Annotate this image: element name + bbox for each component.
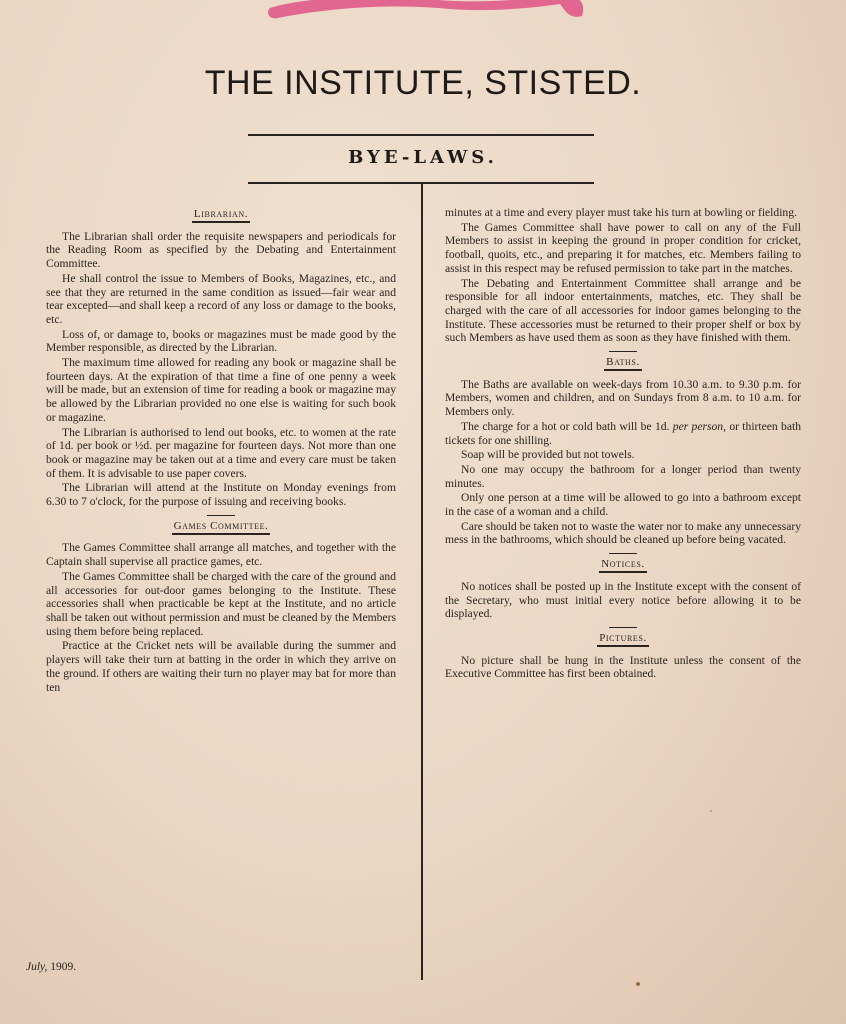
baths-paragraph: Only one person at a time will be allowed to go into a bathroom except in the case of a woman and a child. [445,491,801,519]
baths-paragraph: The Baths are available on week-days from 10.30 a.m. to 9.30 p.m. for Members, women and children, and on Sundays from 8 a.m. to 10 a.m. for Members only. [445,377,801,419]
section-divider [207,515,235,516]
column-divider [421,184,423,980]
librarian-heading: Librarian. [46,208,396,222]
games-paragraph: The Debating and Entertainment Committee shall arrange and be responsible for all indoor entertainments, matches, etc. They shall be charged with the care of all accessories for indoor games belonging to the Institute. These accessories must be returned to their proper shelf or box by such Members as have used them as soon as they have finished with them. [445,276,801,345]
right-column [445,206,801,682]
librarian-paragraph: He shall control the issue to Members of Books, Magazines, etc., and see that they are returned in the same condition as issued—fair wear and tear excepted—and shall keep a record of any loss or damage to the books, etc. [46,271,396,326]
baths-paragraph: Care should be taken not to waste the water nor to make any unnecessary mess in the bathrooms, which should be cleaned up before being vacated. [445,519,801,547]
section-divider [609,627,637,628]
per-person-italic: per person, [672,419,726,433]
paper-spot [636,982,640,986]
baths-charge-text: The charge for a hot or cold bath will be 1d. [461,419,673,433]
paper-spot [710,810,712,812]
games-paragraph: The Games Committee shall be charged with the care of the ground and all accessories for out-door games belonging to the Institute. These accessories shall when practicable be kept at the Institute, and no article shall be taken out without permission and must be cleaned by the Members using them before being replaced. [46,569,396,638]
section-divider [609,553,637,554]
baths-paragraph: No one may occupy the bathroom for a longer period than twenty minutes. [445,462,801,490]
games-committee-heading: Games Committee. [46,520,396,534]
baths-paragraph: Soap will be provided but not towels. [461,448,635,462]
notices-heading: Notices. [445,558,801,572]
footer-year: 1909. [50,961,77,973]
pictures-heading: Pictures. [445,632,801,646]
bye-laws-heading: BYE-LAWS. [348,147,498,168]
left-column [46,204,396,695]
librarian-paragraph: The maximum time allowed for reading any book or magazine shall be fourteen days. At the expiration of that time a fine of one penny a week will be made, but an extension of time for reading a book or magazine may be allowed by the Librarian provided no one else is waiting for such book or magazine. [46,356,396,424]
librarian-paragraph: The Librarian will attend at the Institute on Monday evenings from 6.30 to 7 o'clock, for the purpose of issuing and receiving books. [46,481,396,509]
games-continuation: minutes at a time and every player must take his turn at bowling or fielding. [445,206,797,219]
title-rule-top [248,134,594,136]
date-footer [26,961,76,973]
section-divider [609,351,637,352]
footer-month: July, [26,961,48,973]
notices-paragraph: No notices shall be posted up in the Institute except with the consent of the Secretary, who must initial every notice before allowing it to be displayed. [445,579,801,621]
games-paragraph: The Games Committee shall have power to call on any of the Full Members to assist in keeping the ground in proper condition for cricket, football, quoits, etc., and preparing it for matches, etc. Members failing to assist in this respect may be refused permission to take part in the matches. [445,220,801,275]
librarian-paragraph: The Librarian shall order the requisite newspapers and periodicals for the Reading Room as specified by the Debating and Entertainment Committee. [46,229,396,271]
games-paragraph: The Games Committee shall arrange all matches, and together with the Captain shall supervise all practice games, etc. [46,541,396,569]
baths-charge-text-end: or thirteen bath tickets for one shilling. [445,419,801,447]
page-title: THE INSTITUTE, STISTED. [204,64,642,102]
baths-paragraph [445,420,801,447]
librarian-paragraph: The Librarian is authorised to lend out books, etc. to women at the rate of 1d. per book or ½d. per magazine for fourteen days. Not more than one book or magazine may be taken out at a time and every care must be taken of them. It is advisable to use paper covers. [46,425,396,480]
pictures-paragraph: No picture shall be hung in the Institute unless the consent of the Executive Committee has first been obtained. [445,653,801,681]
pink-ribbon [268,0,586,22]
games-paragraph: Practice at the Cricket nets will be available during the summer and players will take their turn at batting in the order in which they arrive on the ground. If others are waiting their turn no player may bat for more than ten [46,639,396,694]
baths-heading: Baths. [445,356,801,370]
librarian-paragraph: Loss of, or damage to, books or magazines must be made good by the Member responsible, as directed by the Librarian. [46,327,396,355]
